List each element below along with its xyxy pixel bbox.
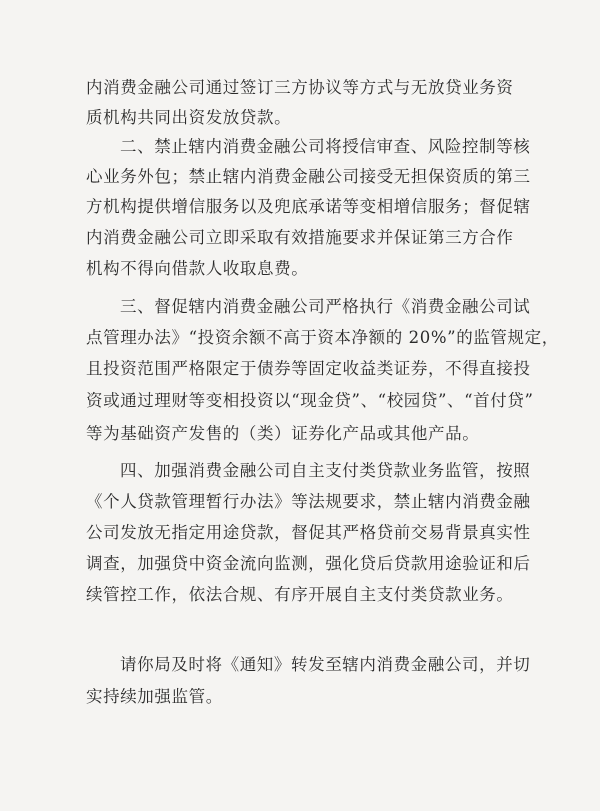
text-line: 内消费金融公司通过签订三方协议等方式与无放贷业务资: [86, 78, 514, 97]
text-line: 四、加强消费金融公司自主支付类贷款业务监管，按照: [120, 461, 531, 480]
text-line: 点管理办法》“投资余额不高于资本净额的 20%”的监管规定，: [86, 328, 559, 347]
text-line: 心业务外包；禁止辖内消费金融公司接受无担保资质的第三: [86, 167, 531, 186]
text-line: 二、禁止辖内消费金融公司将授信审查、风险控制等核: [120, 137, 531, 156]
text-line: 调查，加强贷中资金流向监测，强化贷后贷款用途验证和后: [86, 554, 531, 573]
text-line: 三、督促辖内消费金融公司严格执行《消费金融公司试: [120, 297, 531, 316]
text-line: 资或通过理财等变相投资以“现金贷”、“校园贷”、“首付贷”: [86, 391, 534, 410]
text-line: 《个人贷款管理暂行办法》等法规要求，禁止辖内消费金融: [86, 492, 531, 511]
text-line: 实持续加强监管。: [86, 687, 223, 706]
text-line: 请你局及时将《通知》转发至辖内消费金融公司，并切: [120, 655, 531, 674]
text-line: 内消费金融公司立即采取有效措施要求并保证第三方合作: [86, 228, 514, 247]
text-line: 且投资范围严格限定于债券等固定收益类证券，不得直接投: [86, 359, 531, 378]
text-line: 公司发放无指定用途贷款，督促其严格贷前交易背景真实性: [86, 523, 531, 542]
text-line: 机构不得向借款人收取息费。: [86, 259, 309, 278]
text-line: 方机构提供增信服务以及兜底承诺等变相增信服务；督促辖: [86, 197, 531, 216]
text-line: 等为基础资产发售的（类）证券化产品或其他产品。: [86, 424, 480, 443]
text-line: 质机构共同出资发放贷款。: [86, 108, 292, 127]
text-line: 续管控工作，依法合规、有序开展自主支付类贷款业务。: [86, 585, 514, 604]
